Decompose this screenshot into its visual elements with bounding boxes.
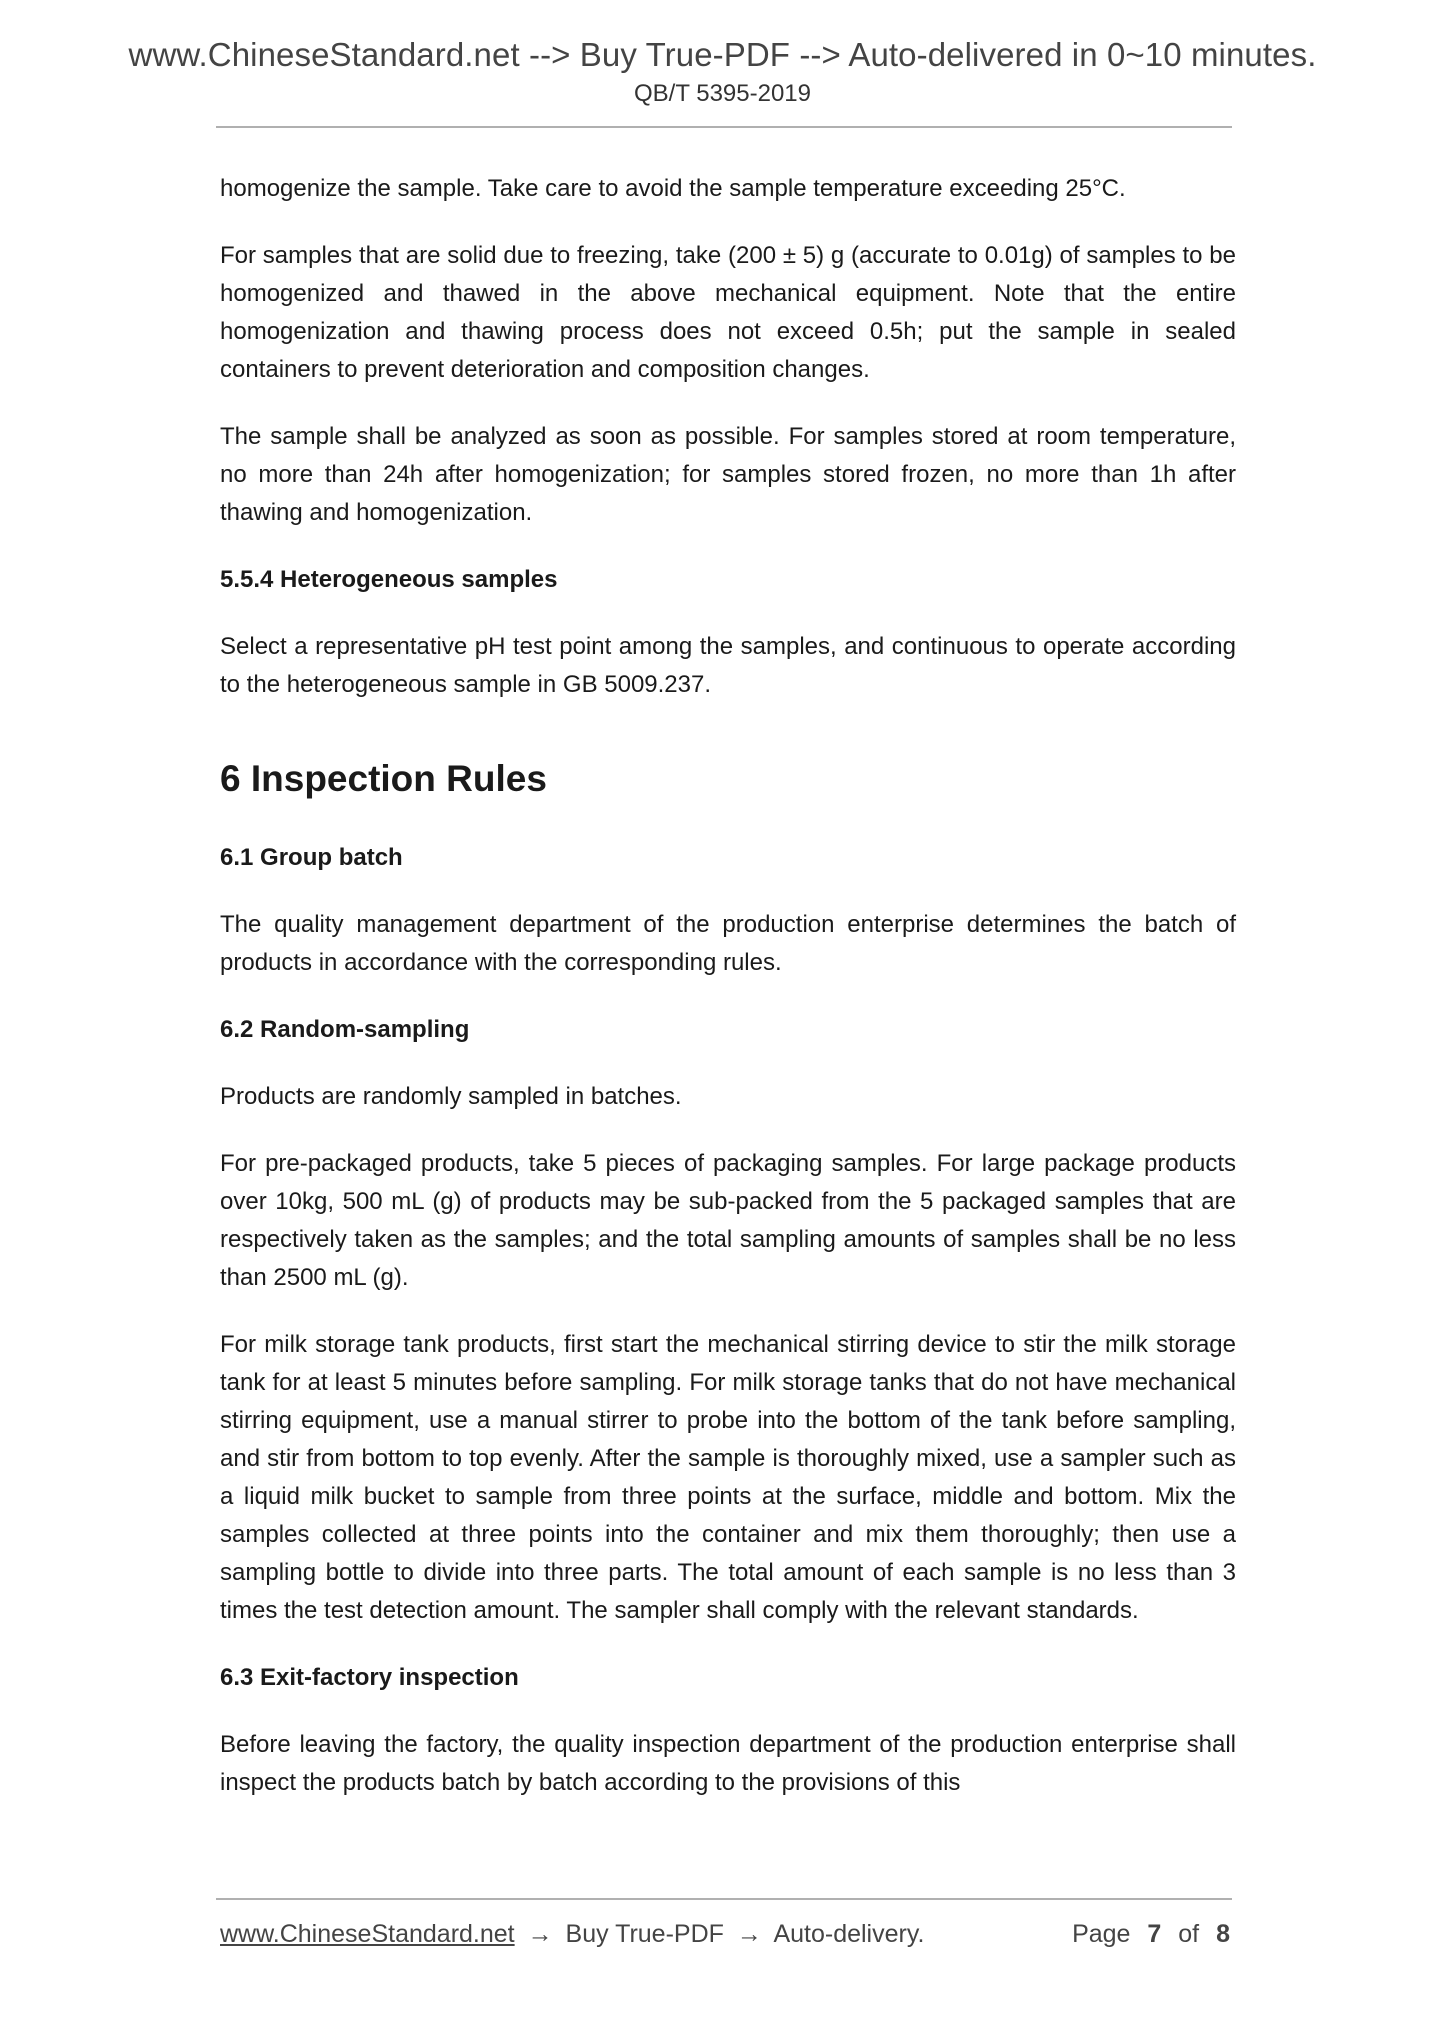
paragraph: For pre-packaged products, take 5 pieces of packaging samples. For large package products over 10kg, 500 mL (g) of products may be sub-packed from the 5 packaged samples that are respectively taken as the samples; and the total sampling amounts of samples shall be no less than 2500 mL (g). xyxy=(220,1150,1236,1291)
paragraph: The sample shall be analyzed as soon as possible. For samples stored at room temperature, no more than 24h after homogenization; for samples stored frozen, no more than 1h after thawing and homogenization. xyxy=(220,423,1236,526)
buy-true-pdf-text: Buy True-PDF xyxy=(565,1920,724,1948)
section-heading-6-1: 6.1 Group batch xyxy=(220,844,403,871)
page-indicator xyxy=(1072,1920,1230,1949)
section-heading-5-5-4: 5.5.4 Heterogeneous samples xyxy=(220,566,558,593)
current-page-number: 7 xyxy=(1147,1920,1162,1948)
standard-code: QB/T 5395-2019 xyxy=(633,80,811,107)
header-banner: www.ChineseStandard.net --> Buy True-PDF --> Auto-delivered in 0~10 minutes. xyxy=(128,36,1317,73)
footer-divider xyxy=(216,1898,1232,1900)
paragraph: Select a representative pH test point among the samples, and continuous to operate according to the heterogeneous sample in GB 5009.237. xyxy=(220,633,1236,698)
section-heading-6-3: 6.3 Exit-factory inspection xyxy=(220,1664,519,1691)
paragraph: homogenize the sample. Take care to avoid the sample temperature exceeding 25°C. xyxy=(220,175,1126,202)
paragraph: For milk storage tank products, first start the mechanical stirring device to stir the milk storage tank for at least 5 minutes before sampling. For milk storage tanks that do not have mechanical stirring equipment, use a manual stirrer to probe into the bottom of the tank before sampling, and stir from bottom to top evenly. After the sample is thoroughly mixed, use a sampler such as a liquid milk bucket to sample from three points at the surface, middle and bottom. Mix the samples collected at three points into the container and mix them thoroughly; then use a sampling bottle to divide into three parts. The total amount of each sample is no less than 3 times the test detection amount. The sampler shall comply with the relevant standards. xyxy=(220,1331,1236,1624)
chapter-heading-6: 6 Inspection Rules xyxy=(220,758,547,799)
auto-delivery-text: Auto-delivery. xyxy=(773,1920,925,1948)
paragraph: Before leaving the factory, the quality inspection department of the production enterprise shall inspect the products batch by batch according to the provisions of this xyxy=(220,1731,1236,1796)
page-label: Page xyxy=(1072,1920,1131,1948)
header-divider xyxy=(216,126,1232,128)
of-label: of xyxy=(1178,1920,1200,1948)
website-link[interactable]: www.ChineseStandard.net xyxy=(220,1920,515,1948)
total-page-number: 8 xyxy=(1216,1920,1230,1948)
section-heading-6-2: 6.2 Random-sampling xyxy=(220,1016,470,1043)
paragraph: Products are randomly sampled in batches. xyxy=(220,1083,682,1110)
footer-promo xyxy=(220,1920,924,1949)
arrow-right-icon: → xyxy=(527,1920,553,1948)
arrow-right-icon: → xyxy=(736,1920,762,1948)
paragraph: The quality management department of the production enterprise determines the batch of products in accordance with the corresponding rules. xyxy=(220,911,1236,976)
document-body xyxy=(220,170,1236,1831)
paragraph: For samples that are solid due to freezing, take (200 ± 5) g (accurate to 0.01g) of samples to be homogenized and thawed in the above mechanical equipment. Note that the entire homogenization and thawing process does not exceed 0.5h; put the sample in sealed containers to prevent deterioration and composition changes. xyxy=(220,242,1236,383)
